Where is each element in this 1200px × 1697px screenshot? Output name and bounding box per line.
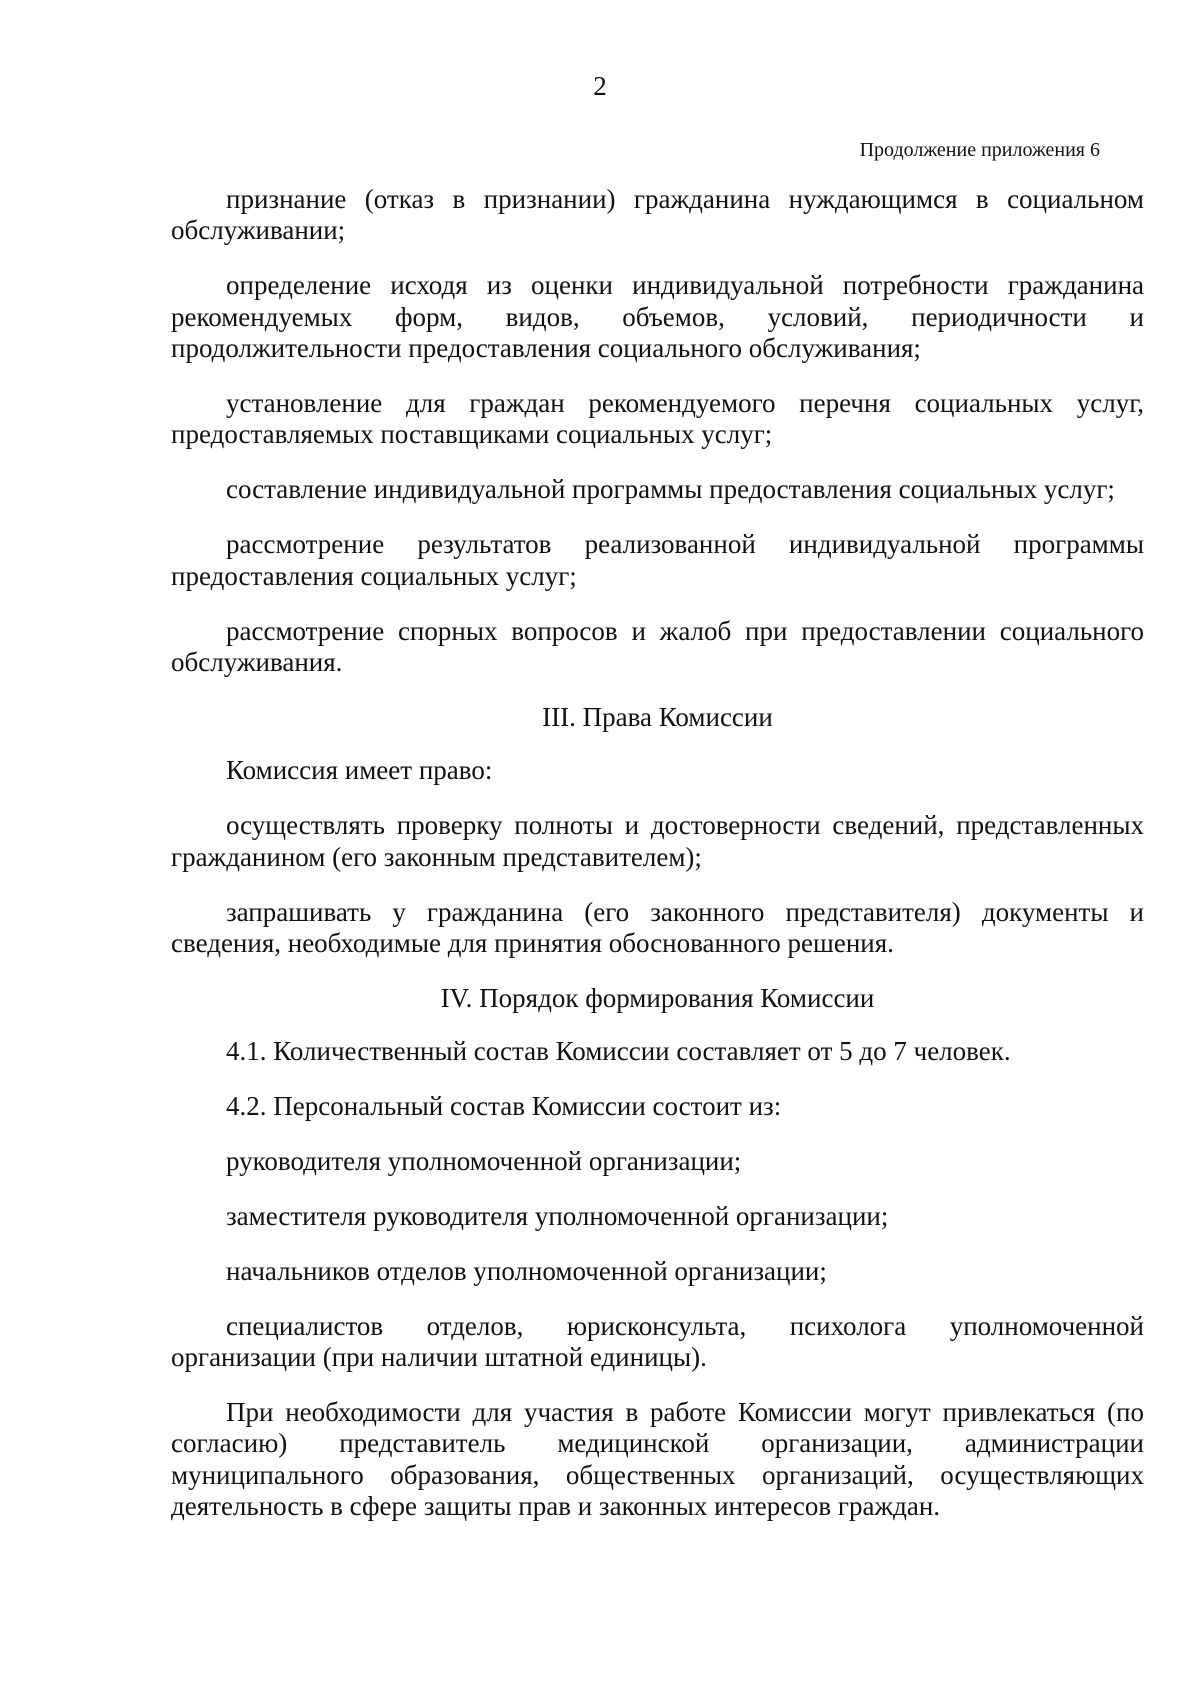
document-body: [171, 184, 1144, 1523]
paragraph: специалистов отделов, юрисконсульта, психолога уполномоченной организации (при наличии штатной единицы).: [171, 1310, 1144, 1373]
paragraph: руководителя уполномоченной организации;: [226, 1146, 742, 1177]
page-number: 2: [593, 71, 607, 101]
paragraph: определение исходя из оценки индивидуальной потребности гражданина рекомендуемых форм, видов, объемов, условий, периодичности и продолжительности предоставления социального обслуживания;: [171, 270, 1144, 364]
paragraph: осуществлять проверку полноты и достоверности сведений, представленных гражданином (его законным представителем);: [171, 810, 1144, 872]
paragraph: 4.1. Количественный состав Комиссии составляет от 5 до 7 человек.: [226, 1036, 1011, 1067]
section-heading-formation: IV. Порядок формирования Комиссии: [440, 982, 875, 1013]
paragraph: составление индивидуальной программы предоставления социальных услуг;: [226, 474, 1115, 505]
paragraph: запрашивать у гражданина (его законного представителя) документы и сведения, необходимые для принятия обоснованного решения.: [171, 896, 1144, 958]
paragraph: установление для граждан рекомендуемого перечня социальных услуг, предоставляемых поставщиками социальных услуг;: [171, 388, 1144, 450]
paragraph: рассмотрение результатов реализованной индивидуальной программы предоставления социальных услуг;: [171, 529, 1144, 591]
paragraph: начальников отделов уполномоченной организации;: [226, 1255, 827, 1286]
paragraph: рассмотрение спорных вопросов и жалоб при предоставлении социального обслуживания.: [171, 615, 1144, 677]
appendix-continuation-note: Продолжение приложения 6: [859, 139, 1100, 161]
paragraph: заместителя руководителя уполномоченной организации;: [226, 1200, 889, 1231]
paragraph: Комиссия имеет право:: [226, 755, 493, 786]
paragraph: При необходимости для участия в работе Комиссии могут привлекаться (по согласию) представитель медицинской организации, администрации муниципального образования, общественных организаций, осуществляющих деятельность в сфере защиты прав и законных интересов граждан.: [171, 1397, 1144, 1522]
paragraph: 4.2. Персональный состав Комиссии состоит из:: [226, 1091, 782, 1122]
paragraph: признание (отказ в признании) гражданина нуждающимся в социальном обслуживании;: [171, 184, 1144, 246]
section-heading-rights: III. Права Комиссии: [542, 701, 773, 732]
